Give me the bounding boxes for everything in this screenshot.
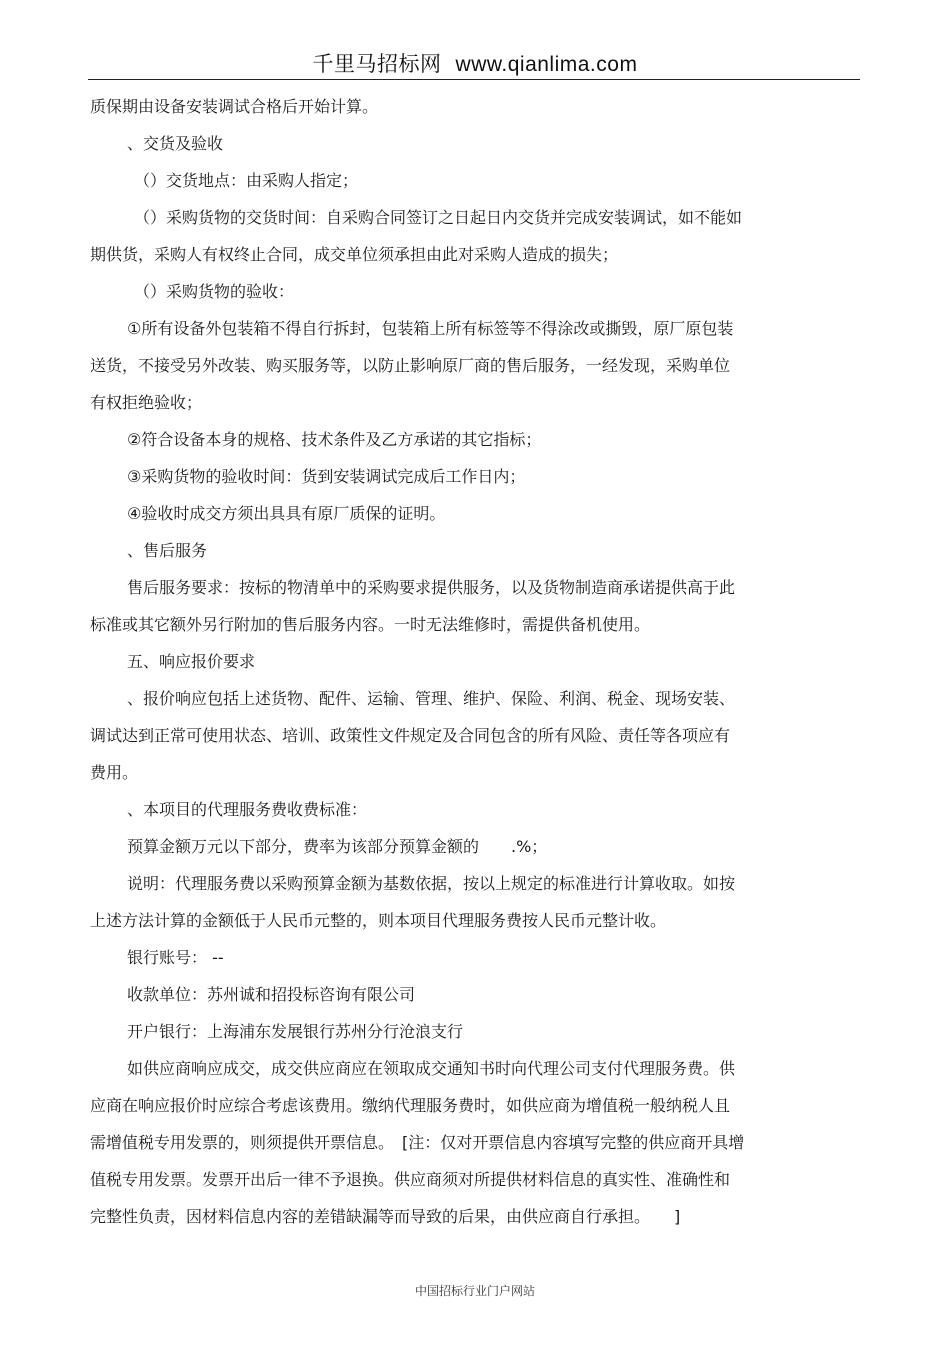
text-line: 、报价响应包括上述货物、配件、运输、管理、维护、保险、利润、税金、现场安装、 [127,689,736,708]
document-body [90,88,850,1235]
bank-account: 银行账号： -- [127,948,224,967]
text-line: ②符合设备本身的规格、技术条件及乙方承诺的其它指标； [127,430,542,449]
bank-name: 开户银行：上海浦东发展银行苏州分行沧浪支行 [127,1022,464,1041]
site-url: www.qianlima.com [455,53,638,76]
text-line: 质保期由设备安装调试合格后开始计算。 [90,97,379,116]
text-line: 值税专用发票。发票开出后一律不予退换。供应商须对所提供材料信息的真实性、准确性和 [90,1170,731,1189]
text-line: 售后服务要求：按标的物清单中的采购要求提供服务，以及货物制造商承诺提供高于此 [127,578,736,597]
payee: 收款单位：苏州诚和招投标咨询有限公司 [127,985,416,1004]
text-line: 期供货，采购人有权终止合同，成交单位须承担由此对采购人造成的损失； [90,245,619,264]
text-line: 、本项目的代理服务费收费标准： [127,800,368,819]
text-line: 如供应商响应成交，成交供应商应在领取成交通知书时向代理公司支付代理服务费。供 [127,1059,736,1078]
text-line: 说明：代理服务费以采购预算金额为基数依据，按以上规定的标准进行计算收取。如按 [127,874,736,893]
text-line: 费用。 [90,763,139,782]
text-line: 调试达到正常可使用状态、培训、政策性文件规定及合同包含的所有风险、责任等各项应有 [90,726,731,745]
text-line: （）采购货物的交货时间：自采购合同签订之日起日内交货并完成安装调试，如不能如 [134,208,743,227]
text-line: 需增值税专用发票的，则须提供开票信息。 [注：仅对开票信息内容填写完整的供应商开具增 [90,1133,745,1152]
text-line: ③采购货物的验收时间：货到安装调试完成后工作日内； [127,467,526,486]
text-line: （）交货地点：由采购人指定； [134,171,359,190]
site-name: 千里马招标网 [312,53,442,76]
text-line: 预算金额万元以下部分，费率为该部分预算金额的 .%； [127,837,548,856]
section-heading-delivery: 、交货及验收 [127,134,224,153]
text-line: 应商在响应报价时应综合考虑该费用。缴纳代理服务费时，如供应商为增值税一般纳税人且 [90,1096,731,1115]
section-heading-quote: 五、响应报价要求 [127,652,256,671]
text-line: ①所有设备外包装箱不得自行拆封，包装箱上所有标签等不得涂改或撕毁，原厂原包装 [127,319,734,338]
header-divider [88,79,860,80]
text-line: 完整性负责，因材料信息内容的差错缺漏等而导致的后果，由供应商自行承担。 ] [90,1207,681,1226]
text-line: ④验收时成交方须出具具有原厂质保的证明。 [127,504,446,523]
section-heading-after-sales: 、售后服务 [127,541,208,560]
text-line: 送货，不接受另外改装、购买服务等，以防止影响原厂商的售后服务，一经发现，采购单位 [90,356,731,375]
text-line: 有权拒绝验收； [90,393,203,412]
page-header [0,48,950,78]
text-line: 上述方法计算的金额低于人民币元整的，则本项目代理服务费按人民币元整计收。 [90,911,667,930]
text-line: （）采购货物的验收： [134,282,295,301]
text-line: 标准或其它额外另行附加的售后服务内容。一时无法维修时，需提供备机使用。 [90,615,651,634]
page-footer: 中国招标行业门户网站 [414,1284,535,1298]
